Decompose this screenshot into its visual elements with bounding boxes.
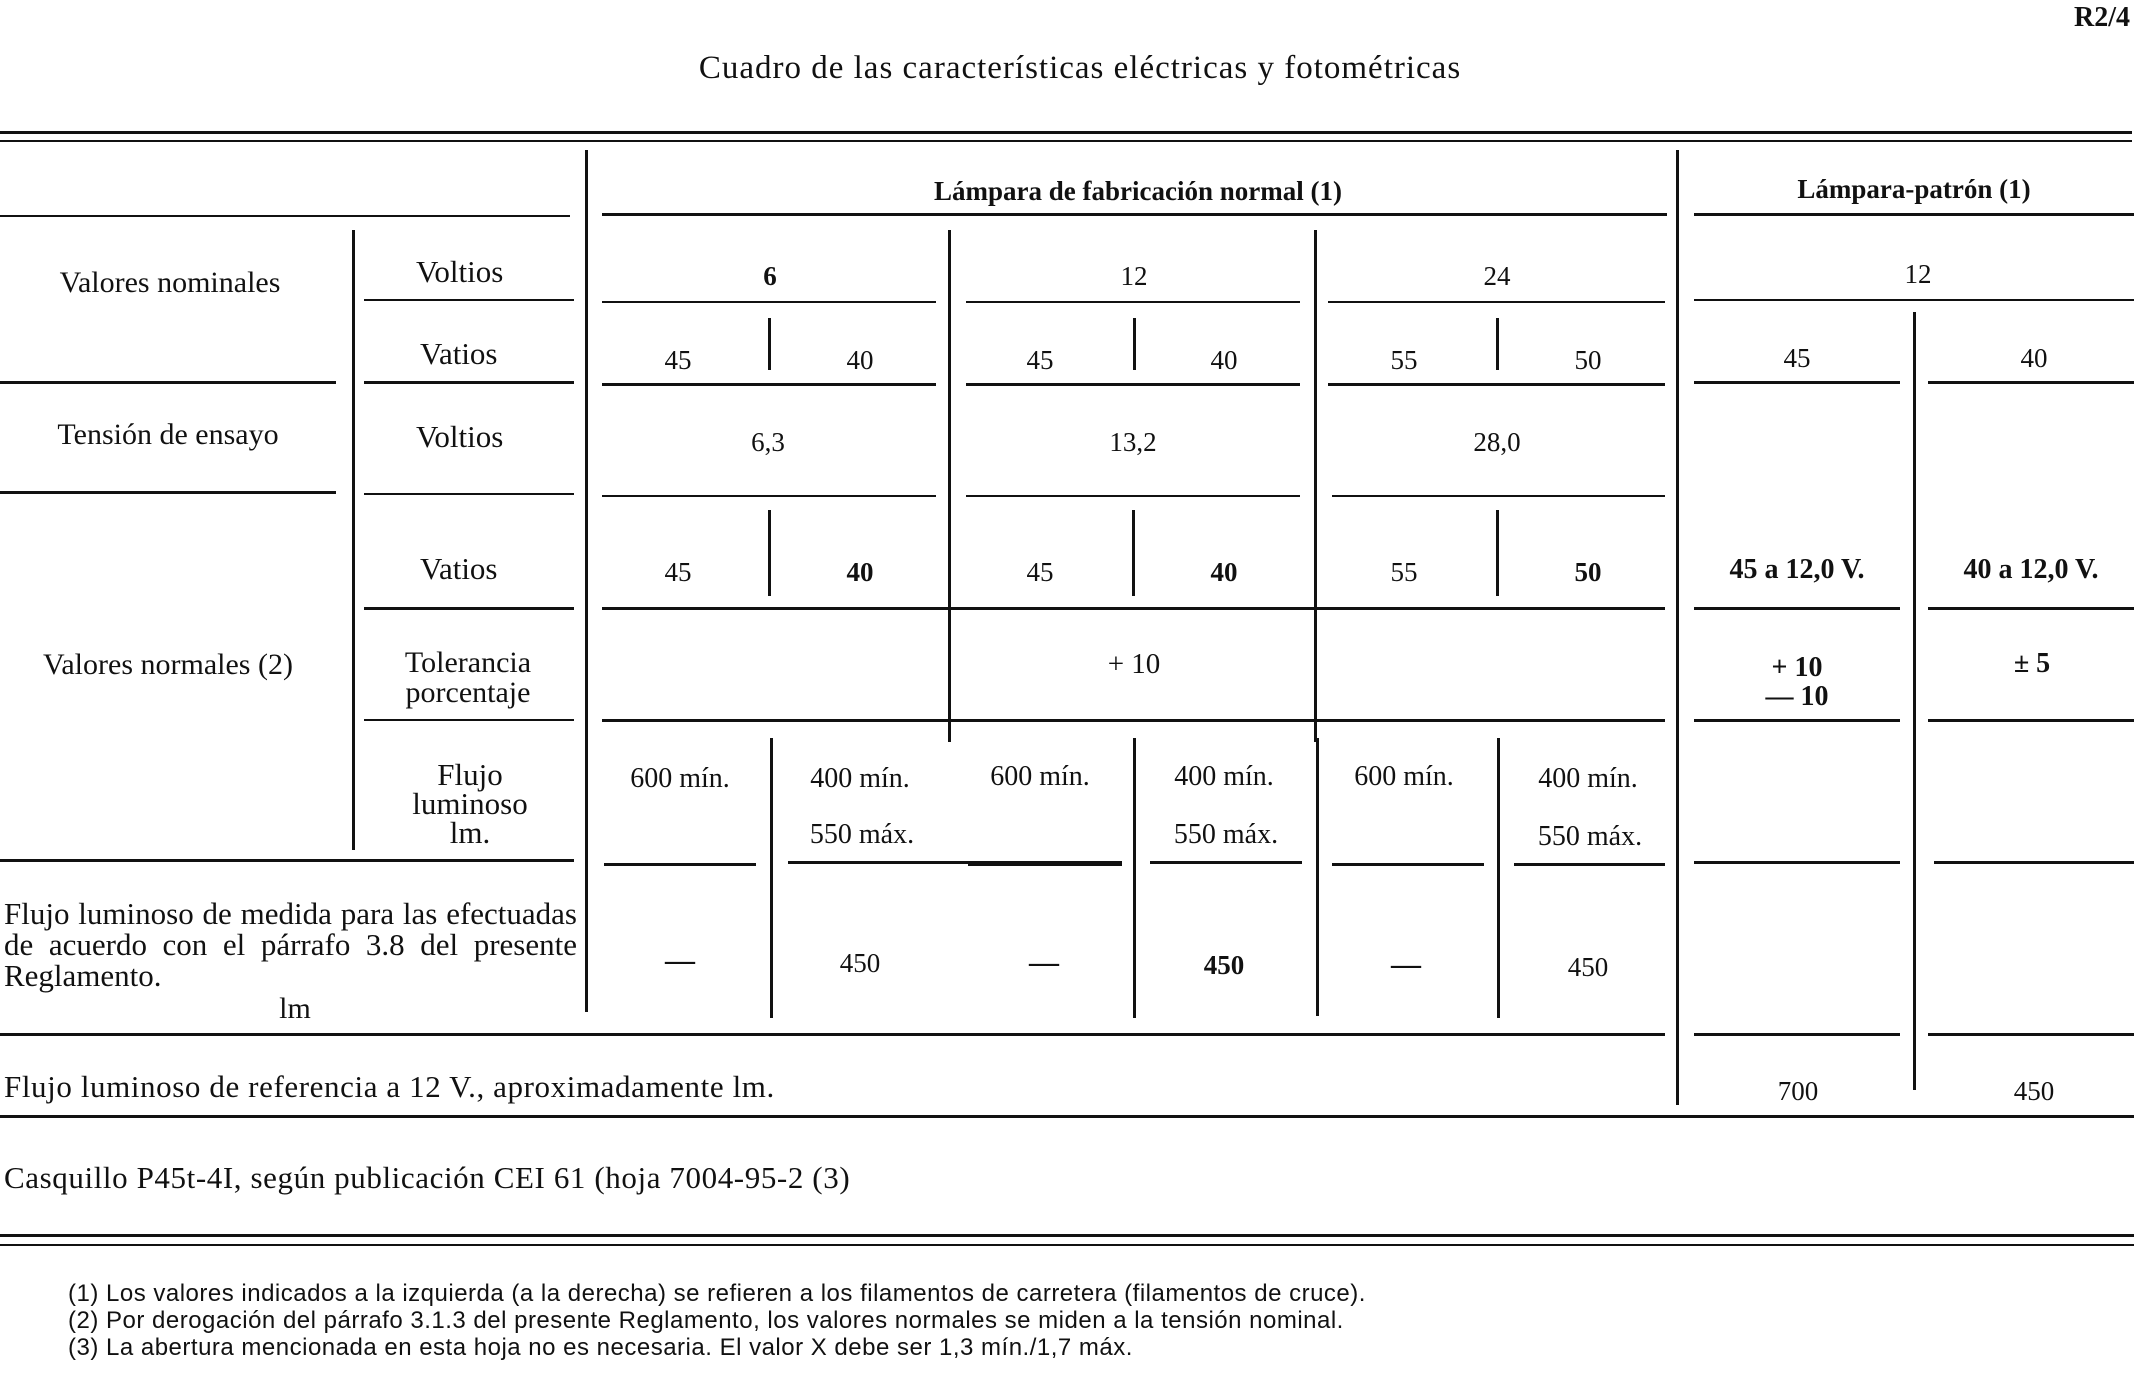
rule [364,299,574,301]
label-tolerance: Tolerancia porcentaje [404,646,532,709]
column-divider [1496,510,1499,596]
label-volts: Voltios [416,254,504,289]
standard-tolerance-minus: — 10 [1765,681,1829,712]
reference-flux-value: 450 [2013,1076,2055,1106]
rule [0,491,336,494]
rule [364,719,574,721]
column-divider [1496,318,1499,370]
nominal-watts: 40 [846,345,874,375]
header-standard-lamp: Lámpara-patrón (1) [1797,174,2031,204]
nominal-watts: 40 [1210,345,1238,375]
rule [0,859,574,862]
measure-flux-value: — [665,944,695,977]
row-label-test-voltage: Tensión de ensayo [57,418,279,451]
standard-nominal-voltage: 12 [1904,259,1932,289]
nominal-voltage-12: 12 [1120,261,1148,291]
column-divider [1913,500,1916,1090]
rule [1694,1033,1900,1036]
flux-max: 550 máx. [1537,821,1643,852]
flux-min: 600 mín. [630,763,730,794]
normal-watts: 45 [1026,557,1054,587]
normal-watts: 55 [1390,557,1418,587]
header-normal-lamp: Lámpara de fabricación normal (1) [934,176,1342,206]
rule [1150,861,1302,864]
rule [0,1115,2134,1118]
rule [0,215,570,217]
measure-flux-value: 450 [1203,950,1245,980]
rule [1694,861,1900,864]
rule [0,1033,1665,1036]
socket-note: Casquillo P45t-4I, según publicación CEI 61 (hoja 7004-95-2 (3) [4,1160,851,1195]
column-divider [948,230,951,742]
rule [966,495,1300,497]
rule [1928,607,2134,610]
rule [0,140,2132,142]
rule [602,719,1665,722]
flux-min: 400 mín. [810,763,910,794]
rule [1928,381,2134,384]
label-watts: Vatios [420,551,498,586]
measure-flux-value: — [1029,946,1059,979]
label-flux-line3: lm. [449,815,491,850]
footnote-3: (3) La abertura mencionada en esta hoja no es necesaria. El valor X debe ser 1,3 mín./1,7 máx. [68,1334,1133,1361]
rule [604,863,756,866]
flux-min: 400 mín. [1174,761,1274,792]
nominal-watts: 55 [1390,345,1418,375]
normal-watts: 40 [1210,557,1238,587]
rule [364,493,574,495]
rule [1514,863,1665,866]
normal-watts: 50 [1574,557,1602,587]
rule [966,383,1300,386]
column-divider [1133,318,1136,370]
nominal-watts: 50 [1574,345,1602,375]
rule [0,381,336,384]
standard-nominal-watts: 45 [1783,343,1811,373]
measure-flux-unit: lm [279,992,311,1025]
normal-watts: 40 [846,557,874,587]
column-divider [352,230,355,850]
page-reference: R2/4 [2074,2,2130,33]
rule [1928,719,2134,722]
rule [968,863,1122,866]
flux-min: 400 mín. [1538,763,1638,794]
rule [1694,299,2134,301]
rule [0,1244,2134,1246]
rule [966,301,1300,303]
footnote-2: (2) Por derogación del párrafo 3.1.3 del presente Reglamento, los valores normales se miden a la tensión nominal. [68,1307,1344,1334]
row-label-normal-values: Valores normales (2) [43,648,293,681]
rule [0,131,2132,134]
standard-tolerance-2: ± 5 [2013,648,2051,679]
test-voltage-value: 28,0 [1473,427,1521,457]
column-divider [1913,312,1916,500]
column-divider [768,510,771,596]
rule [602,301,936,303]
rule [602,607,1665,610]
rule [1694,719,1900,722]
row-label-nominal-values: Valores nominales [59,266,281,299]
rule [1694,381,1900,384]
footnote-1: (1) Los valores indicados a la izquierda (a la derecha) se refieren a los filamentos de carretera (filamentos de cruce). [68,1280,1366,1307]
flux-min: 600 mín. [990,761,1090,792]
nominal-voltage-6: 6 [763,261,777,291]
rule [1934,861,2134,864]
reference-flux-value: 700 [1777,1076,1819,1106]
rule [1694,607,1900,610]
normal-watts: 45 [664,557,692,587]
nominal-watts: 45 [1026,345,1054,375]
standard-normal-watts: 45 a 12,0 V. [1729,554,1865,585]
measure-flux-label: Flujo luminoso de medida para las efectuadas de acuerdo con el párrafo 3.8 del presente Reglamento. [4,896,577,993]
rule [1332,495,1665,497]
label-volts: Voltios [416,419,504,454]
label-flux-line2: luminoso [412,786,528,821]
nominal-voltage-24: 24 [1483,261,1511,291]
column-divider [1316,738,1319,1016]
test-voltage-value: 6,3 [751,427,785,457]
label-flux-line1: Flujo [437,757,503,792]
label-watts: Vatios [420,336,498,371]
rule [602,383,936,386]
rule [1328,301,1665,303]
standard-nominal-watts: 40 [2020,343,2048,373]
rule [602,495,936,497]
measure-flux-value: 450 [1567,952,1609,982]
column-divider [1497,738,1500,1018]
column-divider [770,738,773,1018]
column-divider [585,150,588,1012]
standard-normal-watts: 40 a 12,0 V. [1963,554,2099,585]
flux-max: 550 máx. [809,819,915,850]
standard-tolerance-plus: + 10 [1771,652,1823,683]
rule [1332,863,1484,866]
column-divider [768,318,771,370]
flux-max: 550 máx. [1173,819,1279,850]
rule [1928,1033,2134,1036]
measure-flux-value: — [1391,948,1421,981]
rule [1694,213,2134,216]
rule [1328,383,1665,386]
column-divider [1133,738,1136,1018]
column-divider [1314,230,1317,742]
nominal-watts: 45 [664,345,692,375]
reference-flux-label: Flujo luminoso de referencia a 12 V., aproximadamente lm. [4,1069,775,1104]
test-voltage-value: 13,2 [1109,427,1157,457]
column-divider [1132,510,1135,596]
rule [364,381,574,384]
rule [364,607,574,610]
measure-flux-value: 450 [839,948,881,978]
page-title: Cuadro de las características eléctricas y fotométricas [698,50,1462,86]
tolerance-value: + 10 [1107,648,1161,680]
flux-min: 600 mín. [1354,761,1454,792]
column-divider [1676,150,1679,1105]
rule [602,213,1667,216]
rule [0,1234,2134,1237]
